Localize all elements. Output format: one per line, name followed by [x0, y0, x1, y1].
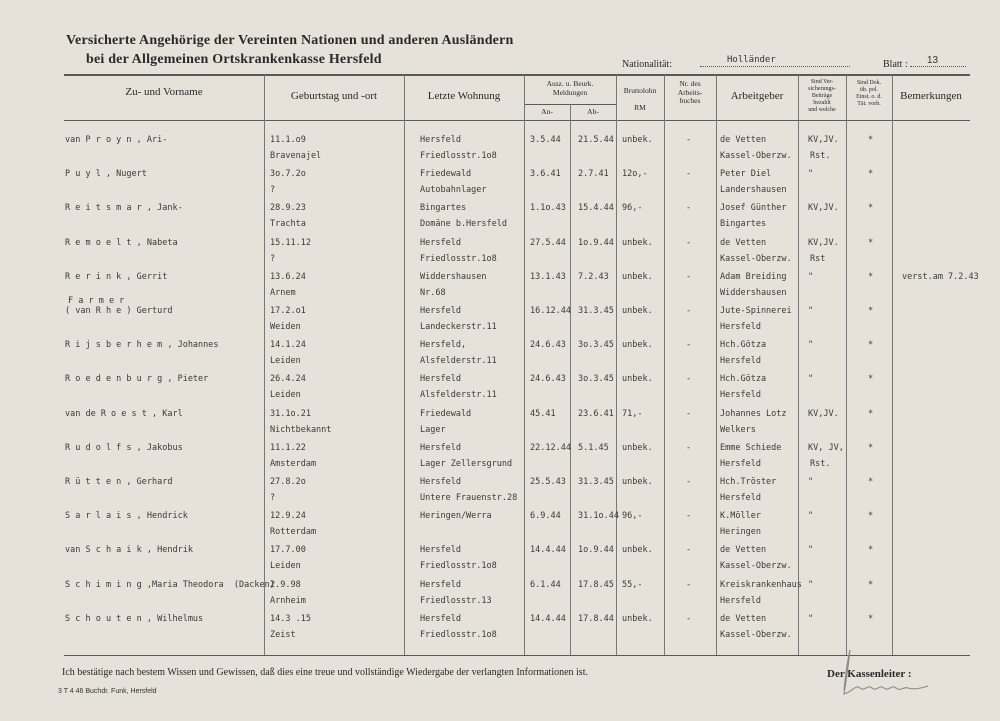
cell-registered-in: 27.5.44: [530, 237, 566, 248]
cell-registered-out: 1o.9.44: [578, 237, 614, 248]
header-birth: Geburtstag und -ort: [290, 90, 378, 102]
cell-birth-date: 3o.7.2o: [270, 169, 306, 180]
cell-political: *: [868, 237, 874, 248]
nationality-value: Holländer: [727, 55, 776, 65]
sheet-number: 13: [927, 55, 939, 66]
cell-registered-out: 5.1.45: [578, 442, 609, 453]
cell-wage: 96,-: [622, 203, 643, 214]
cell-employer-line2: Welkers: [720, 424, 756, 435]
cell-address-line1: Widdershausen: [420, 271, 487, 282]
cell-workbook: -: [686, 340, 692, 351]
column-divider: [524, 75, 525, 655]
cell-birth-date: 26.4.24: [270, 374, 306, 385]
cell-address-line2: Alsfelderstr.11: [420, 356, 497, 367]
cell-registered-in: 1.1o.43: [530, 203, 566, 214]
cell-birth-place: Amsterdam: [270, 458, 317, 469]
cell-address-line2: Alsfelderstr.11: [420, 390, 497, 401]
cell-birth-place: Nichtbekannt: [270, 424, 332, 435]
cell-birth-place: Zeist: [270, 629, 296, 640]
cell-insurance-line1: ": [808, 579, 814, 590]
cell-address-line1: Heringen/Werra: [420, 511, 492, 522]
cell-insurance-line1: KV,JV.: [808, 203, 839, 214]
cell-employer-line1: Hch.Götza: [720, 340, 767, 351]
cell-insurance-line1: KV,JV.: [808, 135, 839, 145]
cell-registered-out: 15.4.44: [578, 203, 614, 214]
cell-registered-out: 31.3.45: [578, 477, 614, 487]
cell-registered-in: 24.6.43: [530, 374, 566, 385]
cell-workbook: -: [686, 477, 692, 487]
cell-registered-in: 13.1.43: [530, 271, 566, 282]
cell-employer-line2: Kassel-Oberzw.: [720, 629, 792, 640]
cell-insurance-line1: KV,JV.: [808, 408, 839, 419]
cell-address-line2: Friedlosstr.1o8: [420, 253, 497, 264]
cell-address-line1: Hersfeld: [420, 442, 461, 453]
cell-birth-date: 17.2.o1: [270, 306, 306, 316]
cell-political: *: [868, 477, 874, 487]
column-divider: [616, 75, 617, 655]
cell-birth-place: Arnheim: [270, 595, 306, 606]
cell-insurance-line1: KV, JV,: [808, 442, 844, 453]
cell-birth-place: ?: [270, 493, 276, 503]
column-divider: [664, 75, 665, 655]
cell-workbook: -: [686, 271, 692, 282]
header-insurance: [798, 79, 846, 113]
nationality-dotted-line: [700, 66, 850, 67]
cell-employer-line2: Hersfeld: [720, 458, 761, 469]
header-wage-line1: Bruttolohn: [623, 86, 657, 95]
cell-insurance-line1: ": [808, 271, 814, 282]
cell-employer-line2: Hersfeld: [720, 356, 761, 367]
cell-employer-line1: Hch.Götza: [720, 374, 767, 385]
cell-workbook: -: [686, 613, 692, 624]
cell-name: van S c h a i k , Hendrik: [65, 545, 193, 556]
cell-political: *: [868, 545, 874, 556]
header-name: Zu- und Vorname: [125, 86, 203, 98]
cell-registered-in: 6.1.44: [530, 579, 561, 590]
cell-birth-date: 12.9.24: [270, 511, 306, 522]
cell-insurance-line1: KV,JV.: [808, 237, 839, 248]
cell-address-line1: Bingartes: [420, 203, 467, 214]
cell-insurance-line1: ": [808, 306, 814, 316]
column-divider: [798, 75, 799, 655]
cell-employer-line2: Kassel-Oberzw.: [720, 561, 792, 572]
cell-political: *: [868, 271, 874, 282]
cell-political: *: [868, 613, 874, 624]
cell-birth-place: Rotterdam: [270, 527, 317, 538]
cell-registered-out: 3o.3.45: [578, 340, 614, 351]
cell-wage: unbek.: [622, 237, 653, 248]
cell-political: *: [868, 511, 874, 522]
sheet-dotted-line: [910, 66, 966, 67]
cell-employer-line2: Landershausen: [720, 185, 787, 196]
header-registration-line2: Meldungen: [552, 87, 588, 97]
cell-insurance-line1: ": [808, 511, 814, 522]
cell-political: *: [868, 579, 874, 590]
document-title-line2: bei der Allgemeinen Ortskrankenkasse Hersfeld: [86, 52, 382, 67]
cell-registered-out: 31.3.45: [578, 306, 614, 316]
cell-registered-out: 21.5.44: [578, 135, 614, 145]
cell-birth-date: 28.9.23: [270, 203, 306, 214]
cell-name: R i j s b e r h e m , Johannes: [65, 340, 219, 351]
cell-name: van P r o y n , Ari-: [65, 135, 168, 145]
cell-workbook: -: [686, 579, 692, 590]
print-code: 3 T 4 46 Buchdr. Funk, Hersfeld: [58, 688, 157, 695]
document-title-line1: Versicherte Angehörige der Vereinten Nationen und anderen Ausländern: [66, 33, 514, 48]
kassenleiter-label: Der Kassenleiter :: [827, 668, 912, 680]
cell-political: *: [868, 374, 874, 385]
cell-address-line2: Nr.68: [420, 287, 446, 298]
cell-wage: unbek.: [622, 340, 653, 351]
cell-name: R e i t s m a r , Jank-: [65, 203, 183, 214]
header-address: Letzte Wohnung: [427, 90, 501, 102]
cell-employer-line1: Jute-Spinnerei: [720, 306, 792, 316]
table-top-rule: [64, 74, 970, 76]
cell-employer-line2: Bingartes: [720, 219, 767, 230]
cell-wage: 71,-: [622, 408, 643, 419]
header-employer: Arbeitgeber: [730, 90, 784, 102]
cell-wage: unbek.: [622, 306, 653, 316]
cell-address-line1: Friedewald: [420, 169, 472, 180]
cell-employer-line1: Hch.Tröster: [720, 477, 777, 487]
kassenleiter-signature: [834, 650, 934, 700]
cell-address-line2: Untere Frauenstr.28: [420, 493, 518, 503]
cell-name: ( van R h e ) Gerturd: [65, 306, 173, 316]
column-divider: [570, 104, 571, 655]
cell-workbook: -: [686, 408, 692, 419]
cell-workbook: -: [686, 511, 692, 522]
cell-name: S c h o u t e n , Wilhelmus: [65, 613, 204, 624]
cell-address-line1: Hersfeld: [420, 306, 461, 316]
header-insurance-line2: sicherungs-: [808, 85, 836, 92]
cell-address-line1: Hersfeld: [420, 613, 461, 624]
cell-political: *: [868, 340, 874, 351]
cell-birth-date: 11.1.o9: [270, 135, 306, 145]
header-workbook-line3: buches: [679, 96, 701, 106]
cell-registered-in: 3.5.44: [530, 135, 561, 145]
cell-address-line1: Hersfeld: [420, 477, 461, 487]
header-workbook-line2: Arbeits-: [677, 87, 703, 97]
cell-workbook: -: [686, 203, 692, 214]
cell-wage: unbek.: [622, 545, 653, 556]
cell-address-line1: Hersfeld,: [420, 340, 467, 351]
header-insurance-line5: und welche: [808, 106, 836, 113]
cell-birth-date: 2.9.98: [270, 579, 301, 590]
cell-birth-date: 15.11.12: [270, 237, 311, 248]
cell-birth-date: 14.1.24: [270, 340, 306, 351]
header-reg-in: An-: [541, 107, 553, 116]
cell-birth-place: Leiden: [270, 390, 301, 401]
cell-registered-in: 3.6.41: [530, 169, 561, 180]
header-political-line4: Tät. vorh.: [857, 100, 881, 107]
cell-political: *: [868, 169, 874, 180]
cell-registered-out: 7.2.43: [578, 271, 609, 282]
cell-birth-place: Leiden: [270, 561, 301, 572]
column-divider: [404, 75, 405, 655]
cell-birth-place: Arnem: [270, 287, 296, 298]
column-divider: [264, 75, 265, 655]
cell-registered-out: 17.8.44: [578, 613, 614, 624]
cell-wage: unbek.: [622, 613, 653, 624]
cell-wage: 96,-: [622, 511, 643, 522]
cell-registered-out: 1o.9.44: [578, 545, 614, 556]
header-reg-out: Ab-: [587, 107, 599, 116]
sheet-label: Blatt :: [883, 59, 908, 70]
cell-wage: unbek.: [622, 442, 653, 453]
cell-wage: unbek.: [622, 135, 653, 145]
cell-insurance-line1: ": [808, 169, 814, 180]
cell-address-line1: Hersfeld: [420, 545, 461, 556]
header-wage: [616, 87, 664, 112]
cell-registered-in: 16.12.44: [530, 306, 571, 316]
cell-wage: unbek.: [622, 477, 653, 487]
cell-name: R e m o e l t , Nabeta: [65, 237, 178, 248]
cell-employer-line1: Kreiskrankenhaus: [720, 579, 802, 590]
cell-political: *: [868, 306, 874, 316]
cell-employer-line1: Johannes Lotz: [720, 408, 787, 419]
cell-employer-line2: Kassel-Oberzw.: [720, 253, 792, 264]
cell-name: R o e d e n b u r g , Pieter: [65, 374, 209, 385]
cell-workbook: -: [686, 169, 692, 180]
cell-birth-place: ?: [270, 253, 276, 264]
cell-address-line2: Landeckerstr.11: [420, 322, 497, 332]
cell-name-prefix: F a r m e r: [68, 296, 125, 306]
cell-workbook: -: [686, 374, 692, 385]
cell-registered-in: 45.41: [530, 408, 556, 419]
cell-workbook: -: [686, 442, 692, 453]
cell-insurance-line1: ": [808, 374, 814, 385]
cell-address-line1: Friedewald: [420, 408, 472, 419]
cell-address-line2: Autobahnlager: [420, 185, 487, 196]
cell-registered-out: 23.6.41: [578, 408, 614, 419]
cell-employer-line1: de Vetten: [720, 135, 767, 145]
cell-birth-place: Bravenajel: [270, 151, 322, 161]
cell-registered-in: 22.12.44: [530, 442, 571, 453]
cell-registered-in: 14.4.44: [530, 545, 566, 556]
cell-name: R ü t t e n , Gerhard: [65, 477, 173, 487]
cell-workbook: -: [686, 545, 692, 556]
cell-insurance-line2: Rst.: [810, 151, 831, 161]
cell-name: P u y l , Nugert: [65, 169, 147, 180]
cell-wage: 55,-: [622, 579, 643, 590]
column-divider: [892, 75, 893, 655]
cell-remark: verst.am 7.2.43: [902, 271, 979, 282]
cell-employer-line1: Peter Diel: [720, 169, 772, 180]
cell-employer-line1: Adam Breiding: [720, 271, 787, 282]
cell-birth-date: 31.1o.21: [270, 408, 311, 419]
header-political-line3: Einst. o. d.: [856, 93, 882, 100]
cell-birth-place: ?: [270, 185, 276, 196]
cell-address-line2: Friedlosstr.13: [420, 595, 492, 606]
cell-birth-date: 27.8.2o: [270, 477, 306, 487]
cell-political: *: [868, 135, 874, 145]
cell-political: *: [868, 203, 874, 214]
header-registration: [524, 80, 616, 97]
cell-address-line1: Hersfeld: [420, 135, 461, 145]
cell-insurance-line1: ": [808, 477, 814, 487]
cell-address-line1: Hersfeld: [420, 374, 461, 385]
cell-employer-line1: de Vetten: [720, 545, 767, 556]
cell-wage: unbek.: [622, 271, 653, 282]
cell-address-line1: Hersfeld: [420, 579, 461, 590]
cell-employer-line2: Heringen: [720, 527, 761, 538]
cell-birth-place: Leiden: [270, 356, 301, 367]
cell-employer-line2: Widdershausen: [720, 287, 787, 298]
header-political: [846, 80, 892, 108]
header-insurance-line3: Beiträge: [811, 92, 833, 99]
cell-registered-out: 3o.3.45: [578, 374, 614, 385]
cell-workbook: -: [686, 237, 692, 248]
header-registration-line1: Ausz. u. Beurk.: [546, 79, 594, 88]
cell-address-line2: Lager: [420, 424, 446, 435]
cell-political: *: [868, 442, 874, 453]
cell-registered-in: 14.4.44: [530, 613, 566, 624]
header-political-line2: üb. pol.: [859, 86, 879, 93]
header-insurance-line4: bezahlt: [813, 99, 831, 106]
cell-employer-line2: Hersfeld: [720, 322, 761, 332]
cell-workbook: -: [686, 135, 692, 145]
cell-birth-place: Weiden: [270, 322, 301, 332]
cell-employer-line1: Emme Schiede: [720, 442, 782, 453]
cell-name: R e r i n k , Gerrit: [65, 271, 168, 282]
cell-employer-line2: Hersfeld: [720, 595, 761, 606]
cell-employer-line1: de Vetten: [720, 237, 767, 248]
cell-employer-line1: K.Möller: [720, 511, 761, 522]
cell-registered-in: 24.6.43: [530, 340, 566, 351]
cell-address-line2: Friedlosstr.1o8: [420, 629, 497, 640]
cell-birth-date: 11.1.22: [270, 442, 306, 453]
cell-registered-in: 25.5.43: [530, 477, 566, 487]
cell-insurance-line2: Rst.: [810, 458, 831, 469]
cell-name: S a r l a i s , Hendrick: [65, 511, 188, 522]
column-divider: [846, 75, 847, 655]
cell-insurance-line1: ": [808, 340, 814, 351]
cell-name: S c h i m i n g ,Maria Theodora (Dacken): [65, 579, 275, 590]
cell-insurance-line1: ": [808, 613, 814, 624]
cell-insurance-line1: ": [808, 545, 814, 556]
cell-employer-line2: Kassel-Oberzw.: [720, 151, 792, 161]
cell-employer-line1: de Vetten: [720, 613, 767, 624]
cell-workbook: -: [686, 306, 692, 316]
cell-wage: 12o,-: [622, 169, 648, 180]
cell-address-line1: Hersfeld: [420, 237, 461, 248]
cell-address-line2: Domäne b.Hersfeld: [420, 219, 507, 230]
header-workbook-line1: Nr. des: [679, 79, 701, 88]
cell-address-line2: Lager Zellersgrund: [420, 458, 513, 469]
cell-birth-place: Trachta: [270, 219, 306, 230]
cell-registered-in: 6.9.44: [530, 511, 561, 522]
header-insurance-line1: Sind Ver-: [810, 79, 834, 85]
cell-registered-out: 2.7.41: [578, 169, 609, 180]
header-bottom-rule: [64, 120, 970, 121]
header-wage-line2: RM: [634, 102, 646, 112]
certification-text: Ich bestätige nach bestem Wissen und Gewissen, daß dies eine treue und vollständige Wiedergabe der verlangten Informationen ist.: [62, 667, 588, 678]
cell-address-line2: Friedlosstr.1o8: [420, 151, 497, 161]
header-workbook: [664, 80, 716, 106]
nationality-label: Nationalität:: [622, 59, 672, 70]
cell-employer-line2: Hersfeld: [720, 390, 761, 401]
cell-name: van de R o e s t , Karl: [65, 408, 183, 419]
cell-address-line2: Friedlosstr.1o8: [420, 561, 497, 572]
cell-insurance-line2: Rst: [810, 253, 826, 264]
header-remarks: Bemerkungen: [900, 90, 962, 102]
cell-wage: unbek.: [622, 374, 653, 385]
header-political-line1: Sind Dok.: [856, 80, 882, 86]
cell-birth-date: 17.7.00: [270, 545, 306, 556]
cell-name: R u d o l f s , Jakobus: [65, 442, 183, 453]
cell-employer-line2: Hersfeld: [720, 493, 761, 503]
cell-political: *: [868, 408, 874, 419]
cell-employer-line1: Josef Günther: [720, 203, 787, 214]
cell-registered-out: 31.1o.44: [578, 511, 619, 522]
cell-birth-date: 13.6.24: [270, 271, 306, 282]
column-divider: [716, 75, 717, 655]
cell-registered-out: 17.8.45: [578, 579, 614, 590]
cell-birth-date: 14.3 .15: [270, 613, 311, 624]
